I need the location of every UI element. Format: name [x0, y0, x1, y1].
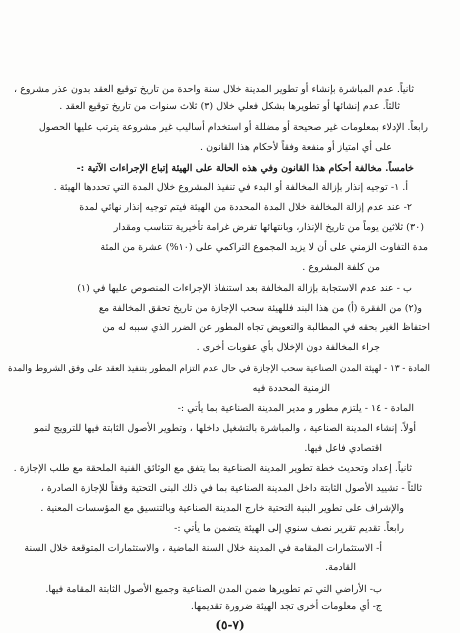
- text-line: ثالثاً - تشييد الأصول الثابتة داخل المدينة الصناعية بما في ذلك البنى التحتية وفقاً للإجازة الصادرة ،: [40, 483, 422, 494]
- text-line: ٢- عند عدم إزالة المخالفة خلال المدة المحددة من الهيئة فيتم توجيه إنذار نهائي لمدة: [79, 202, 412, 213]
- text-line: و(٢) من الفقرة (أ) من هذا البند فللهيئة سحب الإجازة من تاريخ تحقق المخالفة مع: [98, 303, 422, 314]
- text-line: أ. ١- توجيه إنذار بإزالة المخالفة أو البدء في تنفيذ المشروع خلال المدة التي تحددها الهيئة .: [53, 182, 408, 193]
- text-line: رابعاً. الإدلاء بمعلومات غير صحيحة أو مضللة أو استخدام أساليب غير مشروعة يترتب عليها الحصول: [38, 122, 428, 133]
- text-line: القادمة.: [325, 562, 356, 573]
- text-line: أ- الاستثمارات المقامة في المدينة خلال السنة الماضية ، والاستثمارات المتوقعة خلال السنة: [24, 543, 382, 554]
- text-line: من كلفة المشروع .: [302, 262, 380, 273]
- text-line: خامساً. مخالفة أحكام هذا القانون وفي هذه الحالة على الهيئة إتباع الإجراءات الآتية :-: [76, 163, 414, 174]
- text-line: مدة التفاوت الزمني على أن لا يزيد المجموع التراكمي على (١٠%) عشرة من المئة: [100, 242, 428, 253]
- text-line: جراء المخالفة دون الإخلال بأي عقوبات أخرى .: [196, 342, 380, 353]
- text-line: ثالثاً. عدم إنشائها أو تطويرها بشكل فعلي خلال (٣) ثلاث سنوات من تاريخ توقيع العقد .: [59, 101, 400, 112]
- text-line: احتفاظ الغير بحقه في المطالبة والتعويض تجاه المطور عن الضرر الذي سببه له من: [102, 322, 430, 333]
- text-line: ثانياً. عدم المباشرة بإنشاء أو تطوير المدينة خلال سنة واحدة من تاريخ توقيع العقد بدون عذر مشروع ،: [14, 84, 414, 95]
- text-line: على أي امتياز أو منفعة وفقاً لأحكام هذا القانون .: [199, 142, 392, 153]
- text-line: ج- أي معلومات أخرى تجد الهيئة ضرورة تقديمها.: [190, 601, 382, 612]
- text-line: رابعاً. تقديم تقرير نصف سنوي إلى الهيئة يتضمن ما يأتي :-: [174, 523, 404, 534]
- text-line: اقتصادي فاعل فيها.: [304, 443, 382, 454]
- page-number: (٧-٥): [215, 618, 245, 632]
- text-line: المادة - ١٤ - يلتزم مطور و مدير المدينة الصناعية بما يأتي :-: [177, 403, 414, 414]
- text-line: ثانياً. إعداد وتحديث خطة تطوير المدينة الصناعية بما يتفق مع الوثائق الفنية الملحقة مع طلب الإجازة .: [13, 463, 412, 474]
- text-line: المادة - ١٣ - لهيئة المدن الصناعية سحب الإجازة في حال عدم التزام المطور بتنفيذ العقد على وفق الشروط والمدة: [8, 364, 430, 374]
- text-line: ب- الأراضي التي تم تطويرها ضمن المدن الصناعية وجميع الأصول الثابتة المقامة فيها.: [45, 584, 382, 595]
- text-line: الزمنية المحددة فيه: [252, 383, 330, 394]
- text-line: ب - عند عدم الاستجابة بإزالة المخالفة بعد استنفاذ الإجراءات المنصوص عليها في (١): [77, 283, 412, 294]
- text-line: (٣٠) ثلاثين يوماً من تاريخ الإنذار، وبانتهائها تفرض غرامة تأخيرية تتناسب ومقدار: [113, 222, 424, 233]
- text-line: والإشراف على تطوير البنية التحتية خارج المدينة الصناعية وبالتنسيق مع المؤسسات المعنية .: [40, 503, 404, 514]
- text-line: أولاً. إنشاء المدينة الصناعية ، والمباشرة بالتشغيل داخلها ، وتطوير الأصول الثابتة فيها للترويج لنمو: [34, 423, 416, 434]
